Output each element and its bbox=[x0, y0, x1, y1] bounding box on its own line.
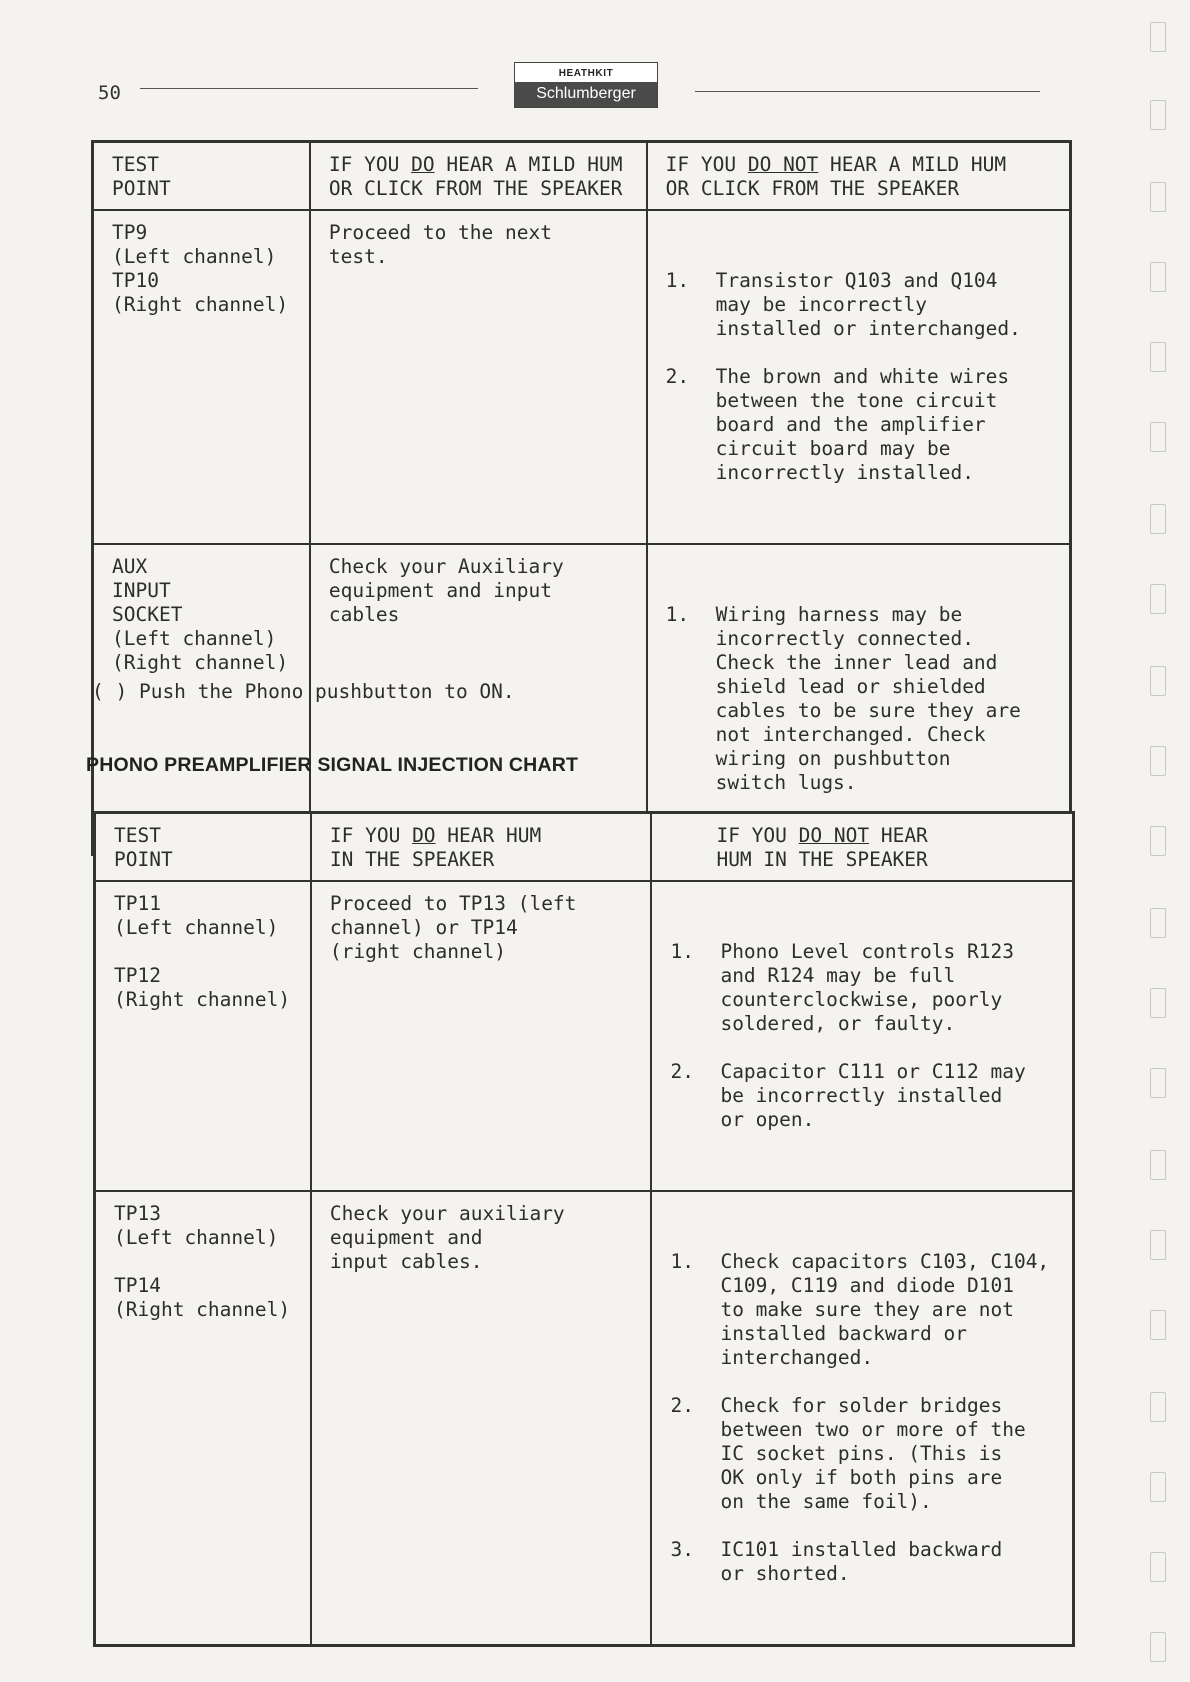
header-text: HEAR A MILD HUM OR CLICK FROM THE SPEAKER bbox=[665, 153, 1007, 200]
troubleshooting-table bbox=[91, 140, 1072, 856]
page-number: 50 bbox=[98, 82, 121, 104]
header-text: HEAR A MILD HUM OR CLICK FROM THE SPEAKER bbox=[328, 153, 623, 200]
item-text: Transistor Q103 and Q104 may be incorrectly installed or interchanged. bbox=[715, 269, 1021, 340]
table-row bbox=[93, 210, 1071, 544]
header-rule-right bbox=[695, 91, 1040, 92]
header-underlined-text: DO NOT bbox=[798, 824, 870, 847]
list-item bbox=[670, 1250, 1058, 1370]
table-row bbox=[95, 1191, 1074, 1646]
binder-tab-mark bbox=[1150, 22, 1166, 52]
do-not-hear-cell bbox=[647, 544, 1071, 855]
binder-tab-mark bbox=[1150, 422, 1166, 452]
table-header-row bbox=[95, 813, 1074, 882]
do-not-hear-cell bbox=[647, 210, 1071, 544]
test-point-cell: TP9 (Left channel) TP10 (Right channel) bbox=[93, 210, 310, 544]
do-hear-cell: Check your Auxiliary equipment and input cables bbox=[310, 544, 647, 855]
header-text: IF YOU bbox=[329, 824, 413, 847]
table-row bbox=[95, 881, 1074, 1191]
binder-tab-mark bbox=[1150, 746, 1166, 776]
header-text: HEAR HUM IN THE SPEAKER bbox=[329, 824, 542, 871]
binder-tab-mark bbox=[1150, 666, 1166, 696]
logo-schlumberger-text: Schlumberger bbox=[515, 82, 657, 107]
item-text: Phono Level controls R123 and R124 may be full counterclockwise, poorly soldered, or faulty. bbox=[720, 940, 1014, 1035]
test-point-cell: TP13 (Left channel) TP14 (Right channel) bbox=[95, 1191, 311, 1646]
binder-tab-mark bbox=[1150, 182, 1166, 212]
remedy-list bbox=[666, 245, 1055, 509]
item-number: 1. bbox=[670, 1250, 694, 1273]
list-item bbox=[670, 1060, 1058, 1132]
list-item bbox=[666, 603, 1055, 795]
header-do-not-hear bbox=[651, 813, 1073, 882]
header-test-point: TEST POINT bbox=[93, 142, 310, 211]
item-text: The brown and white wires between the tone circuit board and the amplifier circuit board may be incorrectly installed. bbox=[715, 365, 1010, 484]
binder-tab-mark bbox=[1150, 1472, 1166, 1502]
item-text: Check capacitors C103, C104, C109, C119 and diode D101 to make sure they are not installed backward or interchanged. bbox=[720, 1250, 1050, 1369]
binder-tab-mark bbox=[1150, 988, 1166, 1018]
item-number: 2. bbox=[665, 365, 690, 388]
item-text: IC101 installed backward or shorted. bbox=[720, 1538, 1003, 1585]
list-item bbox=[666, 365, 1055, 485]
list-item bbox=[670, 1538, 1058, 1586]
table-header-row bbox=[93, 142, 1071, 211]
binder-tab-mark bbox=[1150, 1150, 1166, 1180]
binder-tab-mark bbox=[1150, 1552, 1166, 1582]
header-underlined-text: DO NOT bbox=[747, 153, 819, 176]
binder-tab-mark bbox=[1150, 262, 1166, 292]
item-number: 2. bbox=[670, 1394, 694, 1417]
binder-tab-mark bbox=[1150, 1310, 1166, 1340]
header-test-point: TEST POINT bbox=[95, 813, 311, 882]
binder-tab-mark bbox=[1150, 584, 1166, 614]
header-text: HEAR HUM IN THE SPEAKER bbox=[716, 824, 928, 871]
header-text: IF YOU bbox=[716, 824, 799, 847]
item-number: 1. bbox=[665, 603, 690, 626]
item-number: 3. bbox=[670, 1538, 694, 1561]
header-underlined-text: DO bbox=[412, 824, 436, 847]
item-number: 1. bbox=[665, 269, 690, 292]
binder-tab-mark bbox=[1150, 1068, 1166, 1098]
logo-heathkit-text: HEATHKIT bbox=[558, 68, 614, 79]
binder-tab-mark bbox=[1150, 504, 1166, 534]
do-hear-cell: Proceed to TP13 (left channel) or TP14 (right channel) bbox=[311, 881, 652, 1191]
header-rule-left bbox=[140, 88, 478, 89]
test-point-cell: AUX INPUT SOCKET (Left channel) (Right channel) bbox=[93, 544, 310, 855]
header-do-hear bbox=[311, 813, 652, 882]
binder-tab-mark bbox=[1150, 1230, 1166, 1260]
binder-tab-mark bbox=[1150, 1632, 1166, 1662]
header-text: IF YOU bbox=[328, 153, 412, 176]
item-number: 1. bbox=[670, 940, 694, 963]
header-underlined-text: DO bbox=[411, 153, 435, 176]
binder-tab-mark bbox=[1150, 100, 1166, 130]
do-not-hear-cell bbox=[651, 1191, 1073, 1646]
list-item bbox=[666, 269, 1055, 341]
item-text: Wiring harness may be incorrectly connected. Check the inner lead and shield lead or shielded cables to be sure they are not interchanged. Check wiring on pushbutton switch lugs. bbox=[715, 603, 1021, 794]
header-do-not-hear bbox=[647, 142, 1071, 211]
remedy-list bbox=[670, 1226, 1058, 1610]
test-point-cell: TP11 (Left channel) TP12 (Right channel) bbox=[95, 881, 311, 1191]
list-item bbox=[670, 1394, 1058, 1514]
binder-tab-mark bbox=[1150, 1392, 1166, 1422]
item-text: Capacitor C111 or C112 may be incorrectly installed or open. bbox=[720, 1060, 1026, 1131]
remedy-list bbox=[670, 916, 1058, 1156]
item-text: Check for solder bridges between two or more of the IC socket pins. (This is OK only if both pins are on the same foil). bbox=[720, 1394, 1026, 1513]
remedy-list bbox=[666, 579, 1055, 819]
section-heading: PHONO PREAMPLIFIER SIGNAL INJECTION CHART bbox=[86, 754, 579, 776]
signal-injection-table bbox=[93, 811, 1075, 1647]
list-item bbox=[670, 940, 1058, 1036]
binder-tab-mark bbox=[1150, 826, 1166, 856]
binder-tab-mark bbox=[1150, 342, 1166, 372]
do-hear-cell: Check your auxiliary equipment and input cables. bbox=[311, 1191, 652, 1646]
heathkit-logo bbox=[514, 62, 658, 108]
item-number: 2. bbox=[670, 1060, 694, 1083]
header-text: IF YOU bbox=[665, 153, 748, 176]
phono-instruction: ( ) Push the Phono pushbutton to ON. bbox=[92, 680, 515, 703]
header-do-hear bbox=[310, 142, 647, 211]
binder-tab-mark bbox=[1150, 908, 1166, 938]
do-hear-cell: Proceed to the next test. bbox=[310, 210, 647, 544]
do-not-hear-cell bbox=[651, 881, 1073, 1191]
